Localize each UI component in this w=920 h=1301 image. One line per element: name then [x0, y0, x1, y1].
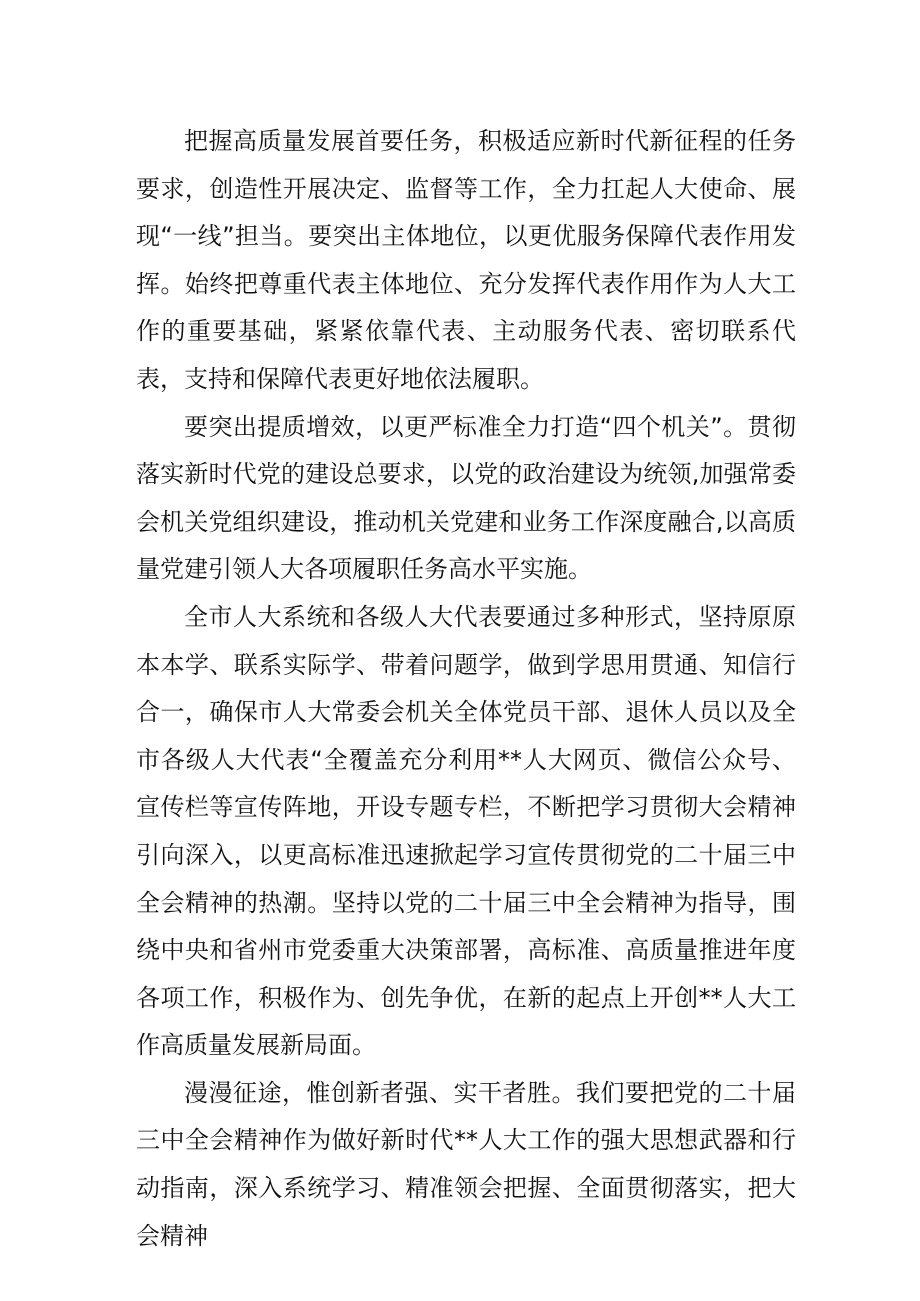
paragraph-1: 把握高质量发展首要任务，积极适应新时代新征程的任务要求，创造性开展决定、监督等工作，全力扛起人大使命、展现“一线”担当。要突出主体地位，以更优服务保障代表作用发挥。始终把尊重代表主体地位、充分发挥代表作用作为人大工作的重要基础，紧紧依靠代表、主动服务代表、密切联系代表，支持和保障代表更好地依法履职。 [136, 127, 796, 393]
paragraph-3: 全市人大系统和各级人大代表要通过多种形式，坚持原原本本学、联系实际学、带着问题学，做到学思用贯通、知信行合一，确保市人大常委会机关全体党员干部、退休人员以及全市各级人大代表“全覆盖充分利用**人大网页、微信公众号、宣传栏等宣传阵地，开设专题专栏，不断把学习贯彻大会精神引向深入，以更高标准迅速掀起学习宣传贯彻党的二十届三中全会精神的热潮。坚持以党的二十届三中全会精神为指导，围绕中央和省州市党委重大决策部署，高标准、高质量推进年度各项工作，积极作为、创先争优，在新的起点上开创**人大工作高质量发展新局面。 [136, 602, 796, 1060]
paragraph-2: 要突出提质增效，以更严标准全力打造“四个机关”。贯彻落实新时代党的建设总要求，以党的政治建设为统领,加强常委会机关党组织建设，推动机关党建和业务工作深度融合,以高质量党建引领人大各项履职任务高水平实施。 [136, 412, 796, 584]
paragraph-4: 漫漫征途，惟创新者强、实干者胜。我们要把党的二十届三中全会精神作为做好新时代**人大工作的强大思想武器和行动指南，深入系统学习、精准领会把握、全面贯彻落实，把大会精神 [136, 1078, 796, 1250]
document-body [136, 118, 796, 1260]
